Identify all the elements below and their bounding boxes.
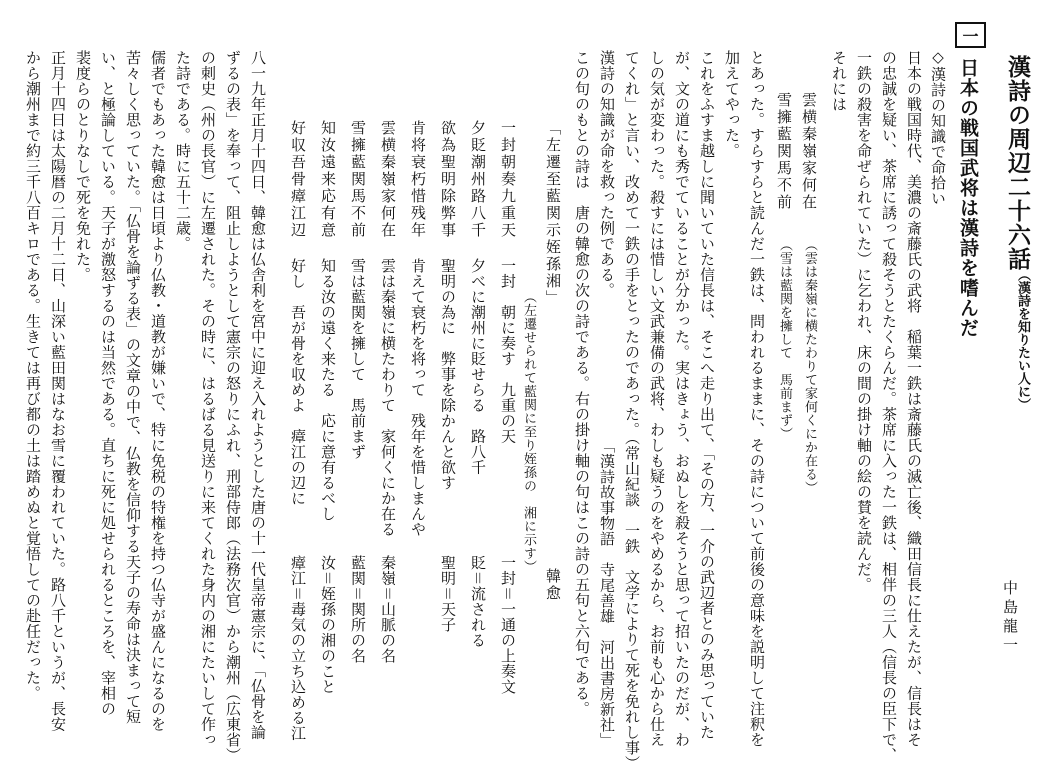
story-line: それには (830, 50, 848, 112)
poem-line: 肯将衰朽惜残年 (409, 120, 427, 239)
poem-title: 「左遷至藍関示姪孫湘」 (544, 120, 562, 307)
scroll-verse-reading: （雲は秦嶺に横たわりて家何くにか在る） (802, 238, 817, 495)
chapter-number: 一 (955, 22, 986, 48)
poem-line: 夕貶潮州路八千 (469, 120, 487, 239)
page-title: 漢詩の周辺二十六話 (1004, 55, 1030, 271)
poem-reading: 好し 吾が骨を収めよ 瘴江の辺に (289, 258, 307, 506)
history-line: 正月十四日は太陽暦の二月十二日、山深い藍田関はなお雪に覆われていた。路八千というが、長安 (49, 50, 67, 732)
history-line: ずるの表」を奉って、阻止しようとして憲宗の怒りにふれ、刑部侍郎（法務次官）から潮州（広東省） (224, 50, 242, 763)
poem-reading: 夕べに潮州に貶せらる 路八千 (469, 258, 487, 475)
poem-reading: 聖明の為に 弊事を除かんと欲す (439, 258, 457, 491)
scroll-verse: 雲横秦嶺家何在 (800, 92, 818, 211)
author-name: 中島龍一 (1001, 580, 1019, 656)
page-subtitle: （漢詩を知りたい人に） (1015, 268, 1030, 411)
poem-line: 雪擁藍関馬不前 (349, 120, 367, 239)
poem-reading: 一封 朝に奏す 九重の天 (499, 258, 517, 444)
story-line: しの気が変わった。殺すには惜しい文武兼備の武将、わしも疑うのをやめるから、お前も心から仕え (648, 50, 666, 748)
poem-reading: 知る汝の遠く来たる 応に意有るべし (319, 258, 337, 522)
poem-gloss: 藍関＝関所の名 (349, 555, 367, 664)
history-line: 八一九年正月十四日、韓愈は仏舎利を宮中に迎え入れようとした唐の十一代皇帝憲宗に、「仏骨を論 (249, 50, 267, 740)
story-line: が、文の道にも秀でていることが分かった。実はきょう、おぬしを殺そうと思って招いたのだが、わ (673, 50, 691, 748)
poem-reading: 肯えて衰朽を将って 残年を惜しまんや (409, 258, 427, 537)
history-line: 苦々しく思っていた。「仏骨を論ずる表」の文章の中で、仏教を信仰する天子の寿命は決まって短 (124, 50, 142, 725)
history-line: い、と極論している。天子が激怒するのは当然である。直ちに死に処せられるところを、宰相の (99, 50, 117, 717)
poem-reading: 雲は秦嶺に横たわりて 家何くにか在る (379, 258, 397, 537)
story-line: の忠誠を疑い、茶席に誘って殺そうとたくらんだ。茶席に入った一鉄は、相伴の三人（信長の臣下で、 (880, 50, 898, 763)
story-line: この句のもとの詩は 唐の韓愈の次の詩である。右の掛け軸の句はこの詩の五句と六句である。 (573, 50, 591, 717)
story-line: てくれ」と言い、改めて一鉄の手をとったのであった。（常山紀談 一鉄 文学によりて死を免れし事） (623, 50, 641, 771)
poem-line: 好収吾骨瘴江辺 (289, 120, 307, 239)
poem-title-reading: （左遷せられて藍関に至り姪孫の 湘に示す） (521, 290, 536, 574)
poem-gloss: 聖明＝天子 (439, 555, 457, 633)
story-line: 漢詩の知識が命を救った例である。 「漢詩故事物語 寺尾善雄 河出書房新社」 (598, 50, 616, 748)
poem-line: 一封朝奏九重天 (499, 120, 517, 239)
story-line: とあった。すらすらと読んだ一鉄は、問われるままに、その詩について前後の意味を説明して注釈を (748, 50, 766, 748)
poem-gloss: 一封＝一通の上奏文 (499, 555, 517, 695)
story-line: 加えてやった。 (723, 50, 741, 159)
poem-line: 知汝遠来応有意 (319, 120, 337, 239)
history-line: た詩である。時に五十二歳。 (174, 50, 192, 252)
story-line: これをふすま越しに聞いていた信長は、そこへ走り出て、「その方、一介の武辺者とのみ思っていた (698, 50, 716, 740)
history-line: 裴度らのとりなしで死を免れた。 (74, 50, 92, 283)
poem-reading: 雪は藍関を擁して 馬前まず (349, 258, 367, 460)
poem-line: 欲為聖明除弊事 (439, 120, 457, 239)
poet-name: 韓愈 (544, 568, 562, 602)
poem-gloss: 瘴江＝毒気の立ち込める江 (289, 555, 307, 742)
poem-gloss: 汝＝姪孫の湘のこと (319, 555, 337, 695)
history-line: の刺史（州の長官）に左遷された。その時に、はるばる見送りに来てくれた身内の湘にたいして作っ (199, 50, 217, 748)
poem-gloss: 貶＝流される (469, 555, 487, 649)
section-title: ◇漢詩の知識で命拾い (929, 48, 947, 206)
story-line: 日本の戦国時代、美濃の斎藤氏の武将 稲葉一鉄は斎藤氏の滅亡後、織田信長に仕えたが、信長はそ (905, 50, 923, 748)
scroll-verse-reading: （雪は藍関を擁して 馬前まず） (777, 238, 792, 441)
history-line: から潮州まで約三千八百キロである。生きては再び都の土は踏めぬと覚悟しての赴任だった。 (24, 50, 42, 701)
story-line: 一鉄の殺害を命ぜられていた）に乞われ、床の間の掛け軸の絵の賛を読んだ。 (855, 50, 873, 593)
poem-gloss: 秦嶺＝山脈の名 (379, 555, 397, 664)
scroll-verse: 雪擁藍関馬不前 (775, 92, 793, 211)
poem-line: 雲横秦嶺家何在 (379, 120, 397, 239)
section-headline: 日本の戦国武将は漢詩を嗜んだ (957, 58, 979, 338)
history-line: 儒者でもあった韓愈は日頃より仏教・道教が嫌いで、特に免税の特権を持つ仏寺が盛んになるのを (149, 50, 167, 732)
